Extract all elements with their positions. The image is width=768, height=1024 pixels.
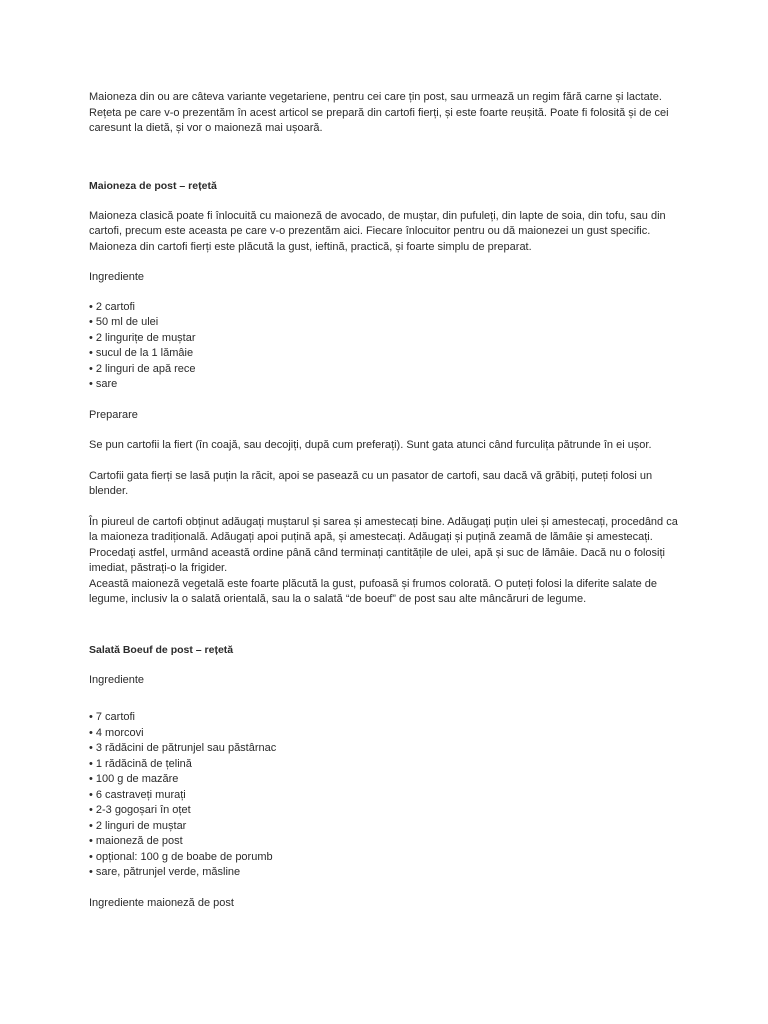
list-item: • sare, pătrunjel verde, măsline: [89, 865, 689, 881]
list-item: • 50 ml de ulei: [89, 315, 689, 331]
list-item: • 1 rădăcină de țelină: [89, 757, 689, 773]
list-item: • 6 castraveți murați: [89, 788, 689, 804]
list-item: • 2-3 gogoșari în oțet: [89, 803, 689, 819]
document-page: [89, 90, 689, 911]
list-item: • 2 linguri de apă rece: [89, 362, 689, 378]
mayo-step-4: Această maioneză vegetală este foarte plăcută la gust, pufoasă și frumos colorată. O puteți folosi la diferite salate de legume, inclusiv la o salată orientală, sau la o salată “de boeuf” de post sau alte mâncăruri de legume.: [89, 577, 658, 605]
list-item: • opțional: 100 g de boabe de porumb: [89, 850, 689, 866]
list-item: • 4 morcovi: [89, 726, 689, 742]
list-item: • sare: [89, 377, 689, 393]
list-item: • 100 g de mazăre: [89, 772, 689, 788]
salad-ingredient-list: [89, 710, 689, 881]
list-item: • sucul de la 1 lămâie: [89, 346, 689, 362]
list-item: • maioneză de post: [89, 834, 689, 850]
list-item: • 7 cartofi: [89, 710, 689, 726]
intro-paragraph: Maioneza din ou are câteva variante vegetariene, pentru cei care țin post, sau urmează un regim fără carne și lactate. Rețeta pe care v-o prezentăm în acest articol se prepară din cartofi fierți, și este foarte reușită. Poate fi folosită și de cei caresunt la dietă, și vor o maioneză mai ușoară.: [89, 91, 669, 134]
list-item: • 3 rădăcini de pătrunjel sau păstârnac: [89, 741, 689, 757]
list-item: • 2 linguri de muștar: [89, 819, 689, 835]
mayo-ingredient-list: [89, 300, 689, 393]
section-heading-salad: Salată Boeuf de post – rețetă: [89, 643, 234, 656]
mayo-ingredients-label: Ingrediente: [89, 271, 145, 283]
mayo-step-1: Se pun cartofii la fiert (în coajă, sau decojiți, după cum preferați). Sunt gata atunci când furculița pătrunde în ei ușor.: [89, 439, 652, 451]
list-item: • 2 lingurițe de muștar: [89, 331, 689, 347]
mayo-description: Maioneza clasică poate fi înlocuită cu maioneză de avocado, de muștar, din pufuleți, din lapte de soia, din tofu, sau din cartofi, precum este aceasta pe care v-o prezentăm aici. Fiecare înlocuitor pentru ou dă maionezei un gust specific. Maioneza din cartofi fierți este plăcută la gust, ieftină, practică, și foarte simplu de preparat.: [89, 209, 666, 253]
mayo-preparation-label: Preparare: [89, 408, 138, 421]
mayo-step-2: Cartofii gata fierți se lasă puțin la răcit, apoi se pasează cu un pasator de cartofi, sau dacă vă grăbiți, puteți folosi un blender.: [89, 469, 653, 497]
list-item: • 2 cartofi: [89, 300, 689, 316]
section-heading-mayo: Maioneza de post – rețetă: [89, 179, 217, 192]
mayo-step-3: În piureul de cartofi obținut adăugați muștarul și sarea și amestecați bine. Adăugați puțin ulei și amestecați, procedând ca la maioneza tradițională. Adăugați apoi puțină apă, și amestecați. Adăugați și puțină zeamă de lămâie și amestecați. Procedați astfel, urmând această ordine până când terminați cantitățile de ulei, apă și suc de lămâie. Dacă nu o folosiți imediat, păstrați-o la frigider.: [89, 515, 678, 574]
salad-ingredients-label: Ingrediente: [89, 673, 145, 686]
mayo-ingredients-subheading: Ingrediente maioneză de post: [89, 896, 234, 909]
